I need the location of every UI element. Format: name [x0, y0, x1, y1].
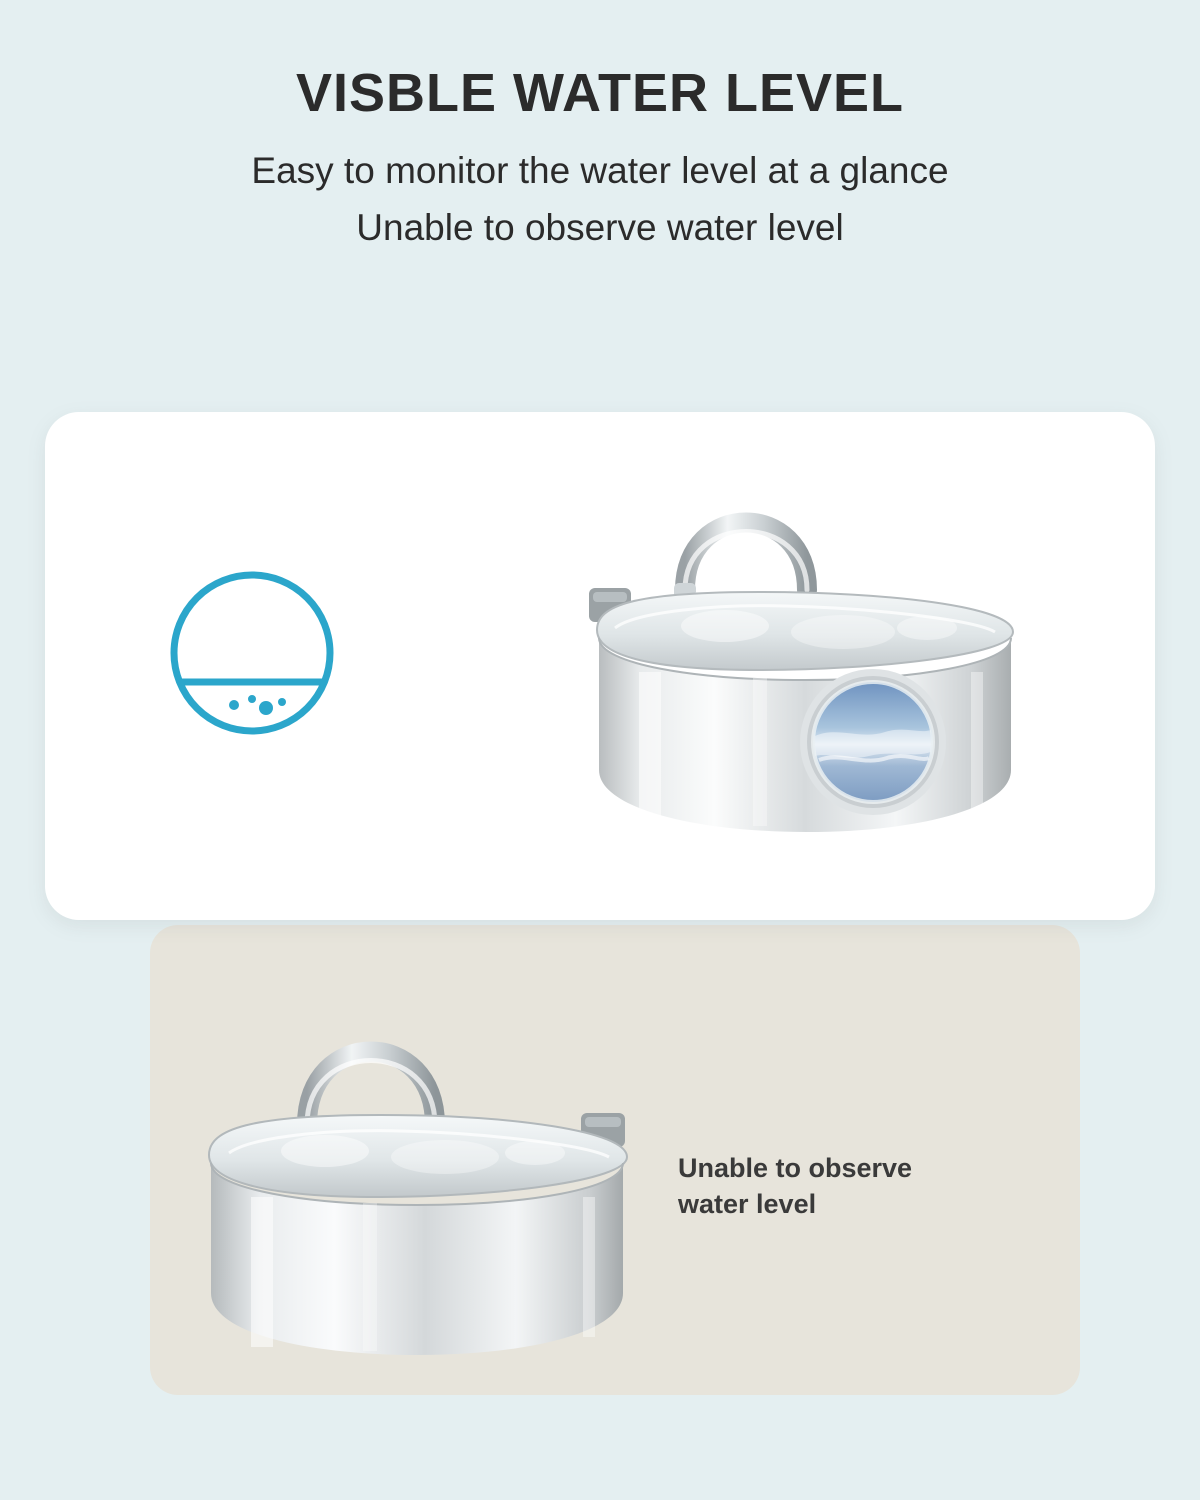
water-level-circle-icon — [168, 562, 336, 744]
pet-fountain-without-window — [195, 955, 665, 1375]
subtitle-line-2: Unable to observe water level — [356, 207, 844, 249]
page-title: VISBLE WATER LEVEL — [295, 63, 905, 123]
no-window-caption-line-2: water level — [678, 1189, 817, 1220]
header — [0, 0, 1200, 257]
subtitle-line-1: Easy to monitor the water level at a glance — [251, 150, 949, 192]
no-window-caption — [678, 1150, 1038, 1223]
no-window-caption-line-1: Unable to observe — [678, 1153, 913, 1183]
pet-fountain-with-window — [575, 440, 1075, 900]
